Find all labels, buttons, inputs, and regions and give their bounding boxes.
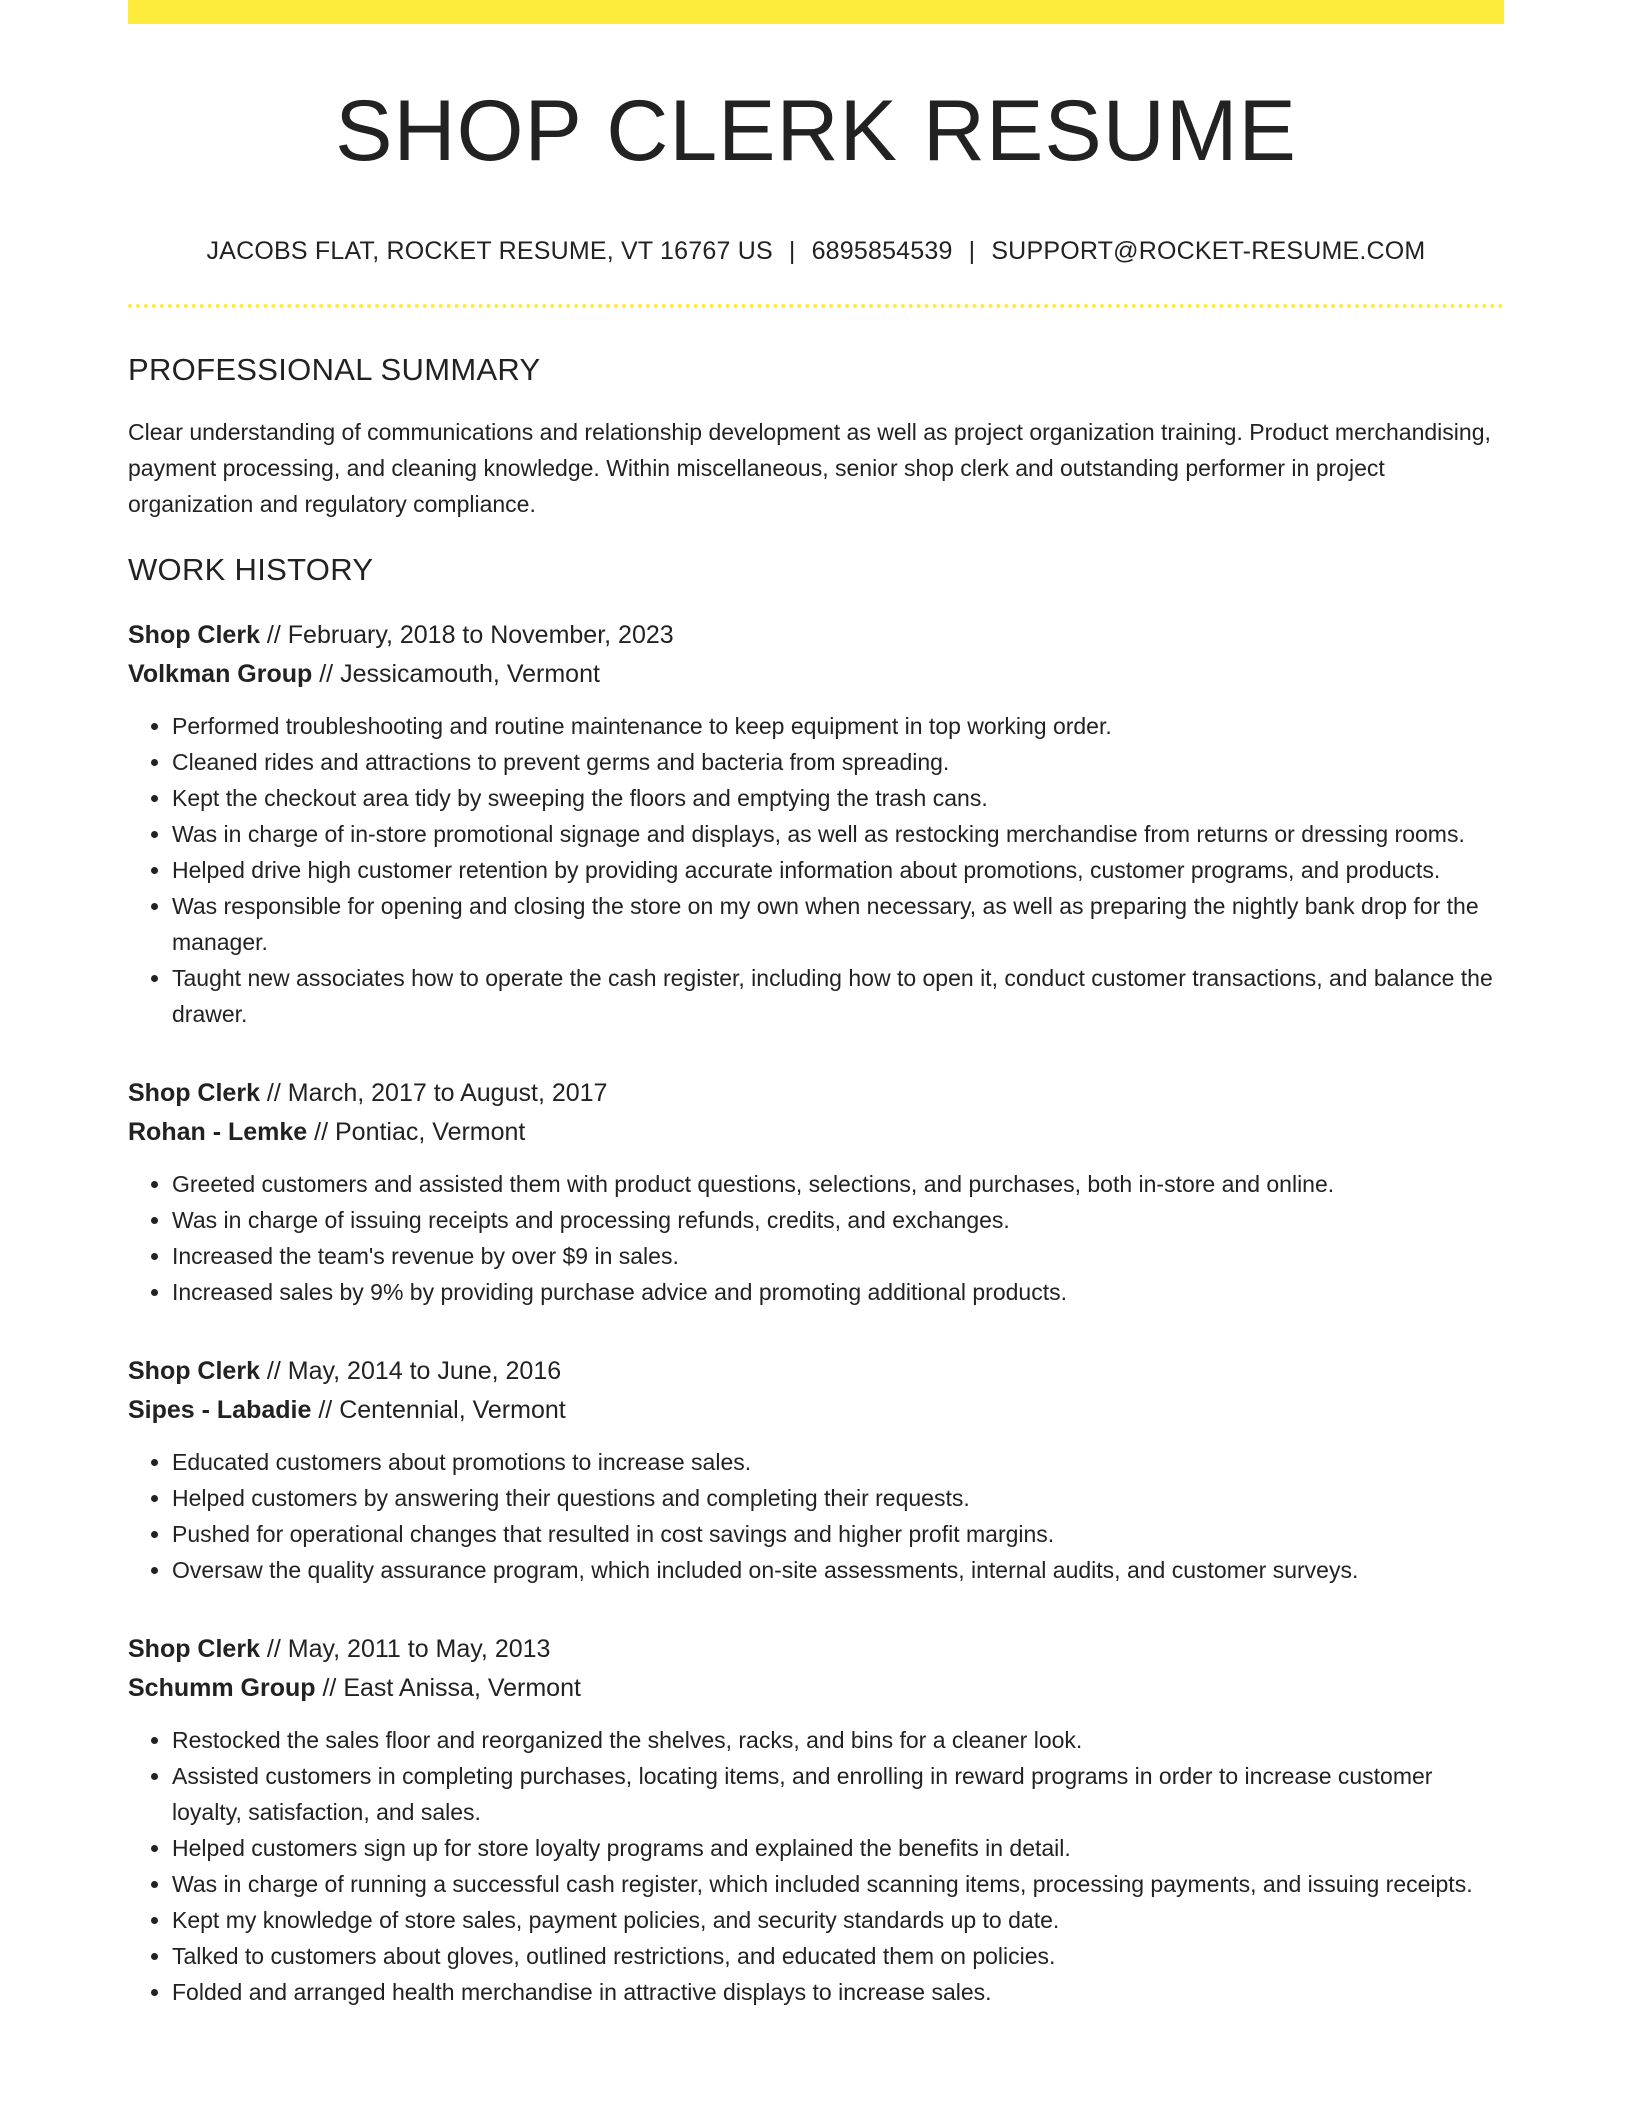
job-company-line — [128, 655, 1504, 694]
job-bullet: • Kept my knowledge of store sales, payment policies, and security standards up to date. — [172, 1902, 1504, 1938]
job-company: Rohan - Lemke — [128, 1118, 308, 1147]
job-bullet: • Oversaw the quality assurance program, which included on-site assessments, internal audits, and customer surveys. — [172, 1552, 1504, 1588]
job-bullet: • Cleaned rides and attractions to prevent germs and bacteria from spreading. — [172, 744, 1504, 780]
job-title-line — [128, 1074, 1504, 1113]
job-bullet: • Was responsible for opening and closing the store on my own when necessary, as well as preparing the nightly bank drop for the manager. — [172, 888, 1504, 960]
job-separator: // — [259, 1635, 288, 1664]
contact-phone: 6895854539 — [811, 237, 953, 266]
job-separator: // — [259, 1357, 288, 1386]
job-bullet: • Folded and arranged health merchandise in attractive displays to increase sales. — [172, 1974, 1504, 2010]
job-company-line — [128, 1669, 1504, 1708]
work-history-heading: WORK HISTORY — [128, 552, 374, 588]
job-entry — [128, 1630, 1504, 2010]
job-title: Shop Clerk — [128, 1079, 260, 1108]
job-bullet: • Was in charge of in-store promotional signage and displays, as well as restocking merchandise from returns or dressing rooms. — [172, 816, 1504, 852]
job-bullet: • Restocked the sales floor and reorganized the shelves, racks, and bins for a cleaner look. — [172, 1722, 1504, 1758]
job-location: Centennial, Vermont — [339, 1396, 566, 1425]
job-company-line — [128, 1391, 1504, 1430]
job-separator: // — [307, 1118, 335, 1147]
job-separator: // — [312, 660, 341, 689]
job-title-line — [128, 1630, 1504, 1669]
job-title-line — [128, 1352, 1504, 1391]
job-bullet: • Was in charge of issuing receipts and processing refunds, credits, and exchanges. — [172, 1202, 1504, 1238]
resume-title: SHOP CLERK RESUME — [335, 83, 1297, 179]
contact-line — [128, 237, 1504, 266]
job-entry — [128, 616, 1504, 1032]
job-separator: // — [259, 1079, 288, 1108]
job-location: East Anissa, Vermont — [343, 1674, 581, 1703]
job-bullet: • Taught new associates how to operate the cash register, including how to open it, conduct customer transactions, and balance the drawer. — [172, 960, 1504, 1032]
header-divider — [128, 304, 1504, 308]
job-entry — [128, 1074, 1504, 1310]
job-bullet: • Performed troubleshooting and routine maintenance to keep equipment in top working order. — [172, 708, 1504, 744]
job-bullet: • Helped customers by answering their questions and completing their requests. — [172, 1480, 1504, 1516]
job-company: Schumm Group — [128, 1674, 316, 1703]
job-bullet: • Kept the checkout area tidy by sweeping the floors and emptying the trash cans. — [172, 780, 1504, 816]
job-bullet: • Assisted customers in completing purchases, locating items, and enrolling in reward programs in order to increase customer loyalty, satisfaction, and sales. — [172, 1758, 1504, 1830]
job-bullet: • Educated customers about promotions to increase sales. — [172, 1444, 1504, 1480]
job-title: Shop Clerk — [128, 621, 260, 650]
accent-top-bar — [128, 0, 1504, 24]
job-bullets — [128, 708, 1504, 1032]
job-bullets — [128, 1444, 1504, 1588]
job-separator: // — [259, 621, 288, 650]
job-bullets — [128, 1166, 1504, 1310]
job-dates: March, 2017 to August, 2017 — [287, 1079, 608, 1108]
summary-text: Clear understanding of communications and relationship development as well as project organization training. Product merchandising, payment processing, and cleaning knowledge. Within miscellaneous, senior shop clerk and outstanding performer in project organization and regulatory compliance. — [128, 419, 1491, 518]
job-title-line — [128, 616, 1504, 655]
job-bullet: • Pushed for operational changes that resulted in cost savings and higher profit margins. — [172, 1516, 1504, 1552]
job-bullet: • Talked to customers about gloves, outlined restrictions, and educated them on policies. — [172, 1938, 1504, 1974]
job-entry — [128, 1352, 1504, 1588]
job-bullets — [128, 1722, 1504, 2010]
job-company-line — [128, 1113, 1504, 1152]
summary-heading: PROFESSIONAL SUMMARY — [128, 352, 541, 388]
job-title: Shop Clerk — [128, 1357, 260, 1386]
contact-separator: | — [788, 237, 796, 266]
contact-address: JACOBS FLAT, ROCKET RESUME, VT 16767 US — [206, 237, 773, 266]
job-dates: May, 2011 to May, 2013 — [287, 1635, 551, 1664]
job-company: Volkman Group — [128, 660, 313, 689]
job-bullet: • Increased sales by 9% by providing purchase advice and promoting additional products. — [172, 1274, 1504, 1310]
job-bullet: • Helped drive high customer retention by providing accurate information about promotions, customer programs, and products. — [172, 852, 1504, 888]
job-separator: // — [311, 1396, 340, 1425]
resume-page — [128, 0, 1504, 2010]
contact-email: SUPPORT@ROCKET-RESUME.COM — [991, 237, 1426, 266]
job-bullet: • Increased the team's revenue by over $9 in sales. — [172, 1238, 1504, 1274]
contact-separator: | — [968, 237, 976, 266]
job-company: Sipes - Labadie — [128, 1396, 312, 1425]
job-bullet: • Greeted customers and assisted them with product questions, selections, and purchases, both in-store and online. — [172, 1166, 1504, 1202]
job-title: Shop Clerk — [128, 1635, 260, 1664]
job-location: Pontiac, Vermont — [335, 1118, 526, 1147]
job-dates: February, 2018 to November, 2023 — [287, 621, 674, 650]
job-dates: May, 2014 to June, 2016 — [287, 1357, 562, 1386]
job-location: Jessicamouth, Vermont — [340, 660, 600, 689]
job-bullet: • Helped customers sign up for store loyalty programs and explained the benefits in detail. — [172, 1830, 1504, 1866]
job-bullet: • Was in charge of running a successful cash register, which included scanning items, processing payments, and issuing receipts. — [172, 1866, 1504, 1902]
job-separator: // — [315, 1674, 344, 1703]
